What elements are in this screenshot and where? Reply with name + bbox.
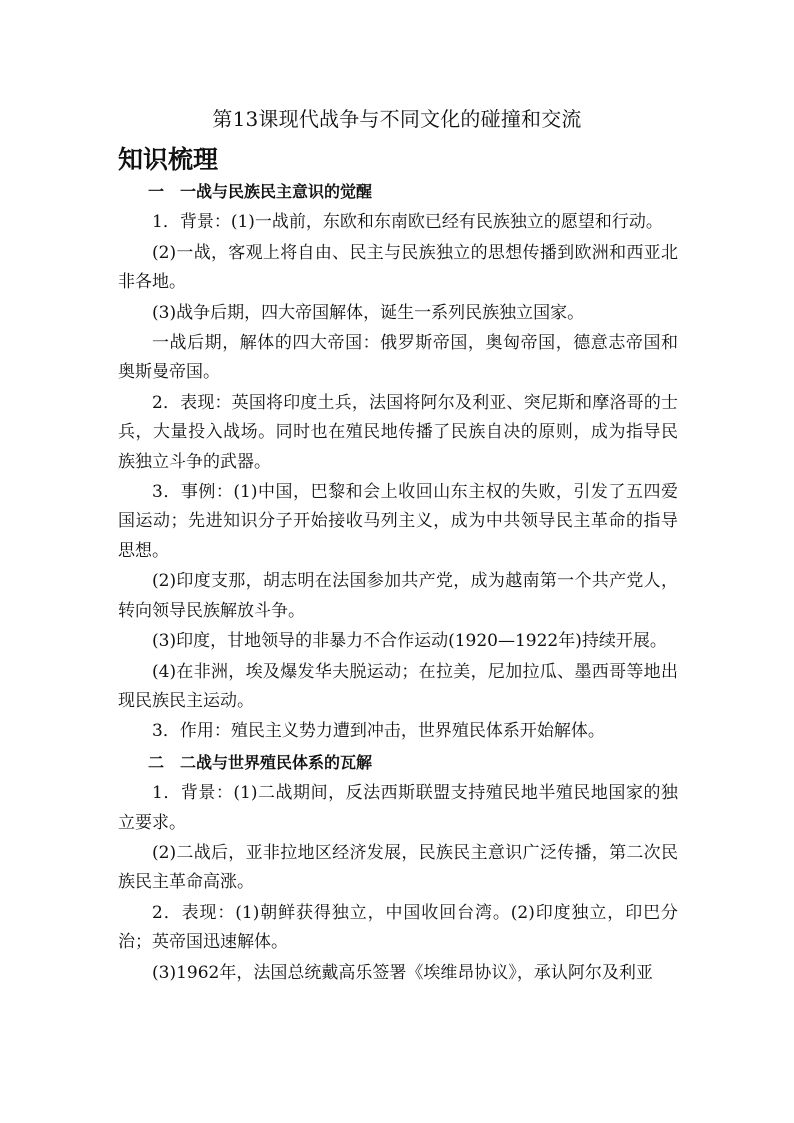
section-1-title: 一 一战与民族民主意识的觉醒 <box>148 182 373 201</box>
paragraph: 2．表现：(1)朝鲜获得独立，中国收回台湾。(2)印度独立，印巴分治；英帝国迅速解体。 <box>118 902 678 953</box>
paragraph: (3)1962年，法国总统戴高乐签署《埃维昂协议》，承认阿尔及利亚 <box>152 962 653 983</box>
paragraph: (2)一战，客观上将自由、民主与民族独立的思想传播到欧洲和西亚北非各地。 <box>118 242 678 293</box>
paragraph: (4)在非洲，埃及爆发华夫脱运动；在拉美，尼加拉瓜、墨西哥等地出现民族民主运动。 <box>118 661 678 711</box>
paragraph: 2．表现：英国将印度土兵，法国将阿尔及利亚、突尼斯和摩洛哥的士兵，大量投入战场。同时也在殖民地传播了民族自决的原则，成为指导民族独立斗争的武器。 <box>118 392 678 472</box>
section-heading: 知识梳理 <box>118 145 219 174</box>
paragraph: 1．背景：(1)二战期间，反法西斯联盟支持殖民地半殖民地国家的独立要求。 <box>118 783 678 833</box>
paragraph: 3．作用：殖民主义势力遭到冲击，世界殖民体系开始解体。 <box>152 721 605 742</box>
lesson-title: 第13课现代战争与不同文化的碰撞和交流 <box>212 107 582 131</box>
paragraph: (2)印度支那，胡志明在法国参加共产党，成为越南第一个共产党人，转向领导民族解放斗争。 <box>118 571 678 621</box>
paragraph: (3)印度，甘地领导的非暴力不合作运动(1920—1922年)持续开展。 <box>152 631 667 652</box>
paragraph: (2)二战后，亚非拉地区经济发展，民族民主意识广泛传播，第二次民族民主革命高涨。 <box>118 842 678 893</box>
section-2-title: 二 二战与世界殖民体系的瓦解 <box>148 752 373 772</box>
paragraph: (3)战争后期，四大帝国解体，诞生一系列民族独立国家。 <box>152 302 585 323</box>
paragraph: 3．事例：(1)中国，巴黎和会上收回山东主权的失败，引发了五四爱国运动；先进知识分子开始接收马列主义，成为中共领导民主革命的指导思想。 <box>118 482 678 561</box>
paragraph: 1．背景：(1)一战前，东欧和东南欧已经有民族独立的愿望和行动。 <box>152 212 663 233</box>
document-body <box>118 177 678 989</box>
paragraph: 一战后期，解体的四大帝国：俄罗斯帝国，奥匈帝国，德意志帝国和奥斯曼帝国。 <box>118 333 678 383</box>
